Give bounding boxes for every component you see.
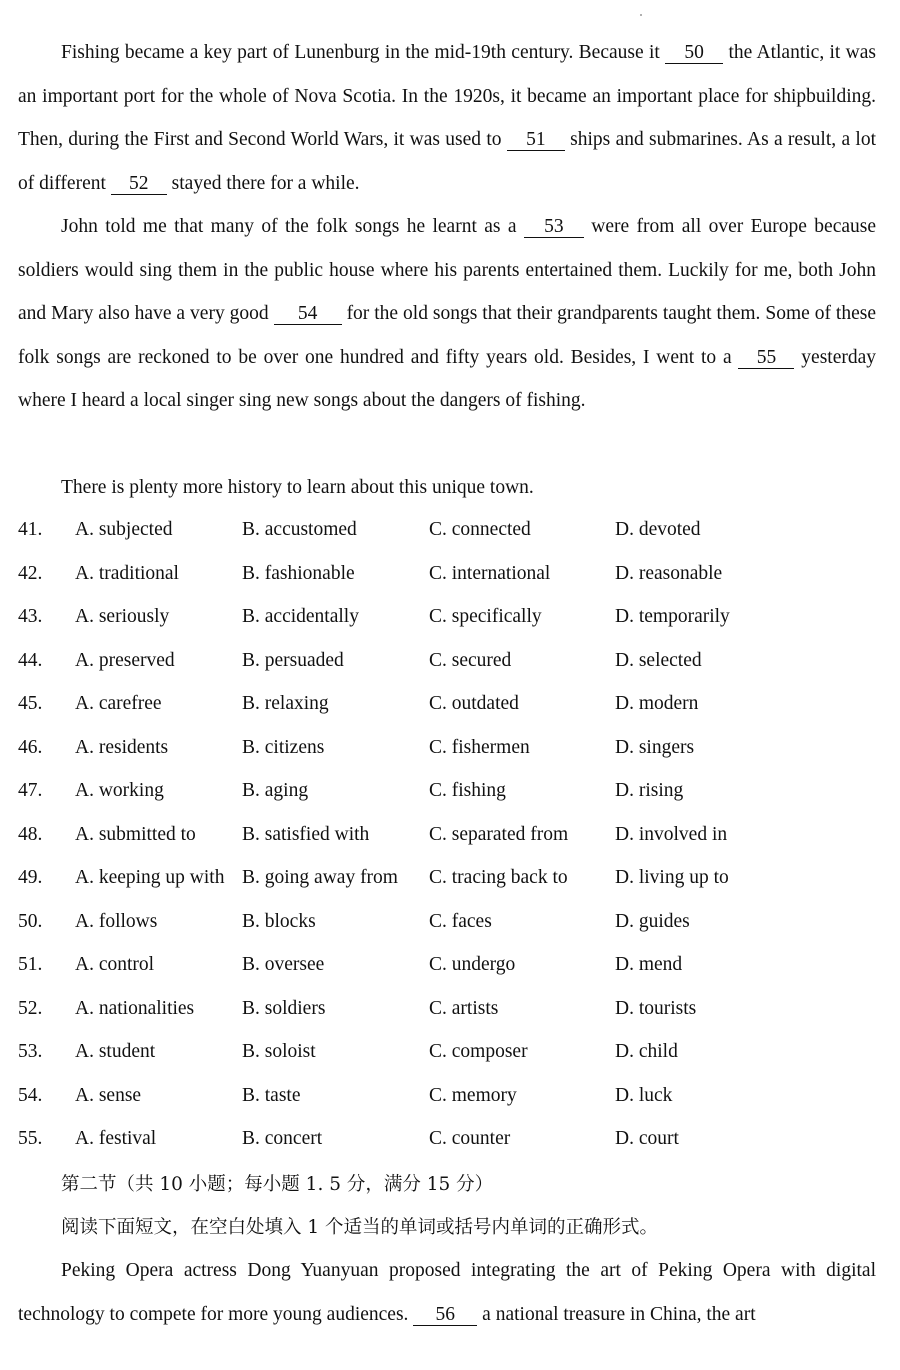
option-row: [0, 606, 900, 636]
question-number: 54.: [18, 1084, 43, 1106]
question-number: 49.: [18, 867, 43, 888]
question-number: 47.: [18, 780, 43, 801]
option-a: A. sense: [75, 1084, 142, 1106]
option-b: B. taste: [242, 1084, 301, 1106]
option-b: B. accidentally: [242, 606, 359, 627]
option-row: [0, 824, 900, 854]
option-c: C. secured: [429, 649, 512, 671]
option-a: A. student: [75, 1041, 156, 1062]
option-a: A. carefree: [75, 693, 162, 714]
blank-52: 52: [111, 174, 167, 195]
option-a: A. subjected: [75, 519, 173, 540]
paragraph-text: were from all over Europe because soldiers would sing them in the public house where his parents entertained them. Luckily for me, both John and Mary also have a very good: [18, 216, 876, 324]
option-d: D. selected: [615, 649, 702, 671]
passage-paragraph-4: [18, 1249, 876, 1336]
question-number: 48.: [18, 823, 43, 845]
option-c: C. memory: [429, 1084, 517, 1106]
option-row: [0, 867, 900, 897]
paragraph-text: Fishing became a key part of Lunenburg in the mid-19th century. Because it: [61, 42, 666, 63]
option-b: B. fashionable: [242, 562, 355, 584]
option-c: C. faces: [429, 910, 492, 932]
option-b: B. going away from: [242, 867, 398, 888]
option-a: A. preserved: [75, 649, 175, 671]
option-d: D. mend: [615, 954, 683, 975]
option-row: [0, 563, 900, 593]
option-c: C. fishing: [429, 780, 506, 801]
option-d: D. reasonable: [615, 562, 723, 584]
option-d: D. child: [615, 1041, 678, 1062]
paragraph-text: Peking Opera actress Dong Yuanyuan proposed integrating the art of Peking Opera with digital technology to compete for more young audiences.: [18, 1260, 876, 1325]
question-number: 41.: [18, 519, 43, 540]
option-d: D. tourists: [615, 997, 697, 1019]
paragraph-text: ships and submarines. As a result, a lot of different: [18, 129, 877, 194]
option-d: D. guides: [615, 910, 690, 932]
option-b: B. satisfied with: [242, 823, 370, 845]
option-c: C. fishermen: [429, 736, 530, 758]
option-a: A. traditional: [75, 562, 179, 584]
option-c: C. specifically: [429, 606, 542, 627]
option-a: A. festival: [75, 1128, 157, 1149]
option-b: B. aging: [242, 780, 309, 801]
question-number: 43.: [18, 606, 43, 627]
option-row: [0, 693, 900, 723]
blank-56: 56: [413, 1305, 477, 1326]
question-number: 55.: [18, 1128, 43, 1149]
option-c: C. separated from: [429, 823, 569, 845]
option-a: A. keeping up with: [75, 867, 225, 888]
option-b: B. citizens: [242, 736, 325, 758]
option-b: B. blocks: [242, 910, 316, 932]
section-instruction: 阅读下面短文，在空白处填入 1 个适当的单词或括号内单词的正确形式。: [61, 1217, 659, 1238]
option-c: C. artists: [429, 997, 499, 1019]
option-c: C. international: [429, 562, 551, 584]
option-b: B. relaxing: [242, 693, 329, 714]
option-b: B. concert: [242, 1128, 323, 1149]
paragraph-text: the Atlantic, it was an important port for the whole of Nova Scotia. In the 1920s, it became an important place for shipbuilding. Then, during the First and Second World Wars, it was used to: [18, 42, 876, 150]
option-row: [0, 954, 900, 984]
option-d: D. involved in: [615, 823, 728, 845]
option-a: A. follows: [75, 910, 158, 932]
paragraph-text: yesterday where I heard a local singer sing new songs about the dangers of fishing.: [18, 346, 876, 411]
paragraph-text: for the old songs that their grandparents taught them. Some of these folk songs are reckoned to be over one hundred and fifty years old. Besides, I went to a: [18, 303, 876, 368]
passage-paragraph-2: [18, 205, 876, 423]
option-row: [0, 1041, 900, 1071]
option-row: [0, 780, 900, 810]
question-number: 46.: [18, 736, 43, 758]
paragraph-text: a national treasure in China, the art: [477, 1303, 756, 1325]
option-b: B. soldiers: [242, 997, 326, 1019]
option-row: [0, 737, 900, 767]
option-c: C. undergo: [429, 954, 516, 975]
option-a: A. residents: [75, 736, 169, 758]
paragraph-text: stayed there for a while.: [166, 172, 360, 194]
section-heading: 第二节（共 10 小题；每小题 1. 5 分，满分 15 分）: [61, 1174, 494, 1195]
option-c: C. connected: [429, 519, 531, 540]
question-number: 52.: [18, 997, 43, 1019]
option-d: D. rising: [615, 780, 684, 801]
blank-54: 54: [274, 304, 342, 325]
option-d: D. singers: [615, 736, 695, 758]
option-a: A. control: [75, 954, 155, 975]
option-a: A. submitted to: [75, 823, 196, 845]
option-b: B. oversee: [242, 954, 325, 975]
passage-paragraph-3: There is plenty more history to learn about this unique town.: [61, 477, 534, 498]
option-c: C. outdated: [429, 693, 519, 714]
option-b: B. persuaded: [242, 649, 344, 671]
blank-51: 51: [507, 130, 565, 151]
option-c: C. composer: [429, 1041, 528, 1062]
passage-paragraph-1: [18, 31, 876, 205]
option-a: A. nationalities: [75, 997, 195, 1019]
option-row: [0, 1085, 900, 1115]
option-row: [0, 650, 900, 680]
option-row: [0, 998, 900, 1028]
option-c: C. counter: [429, 1128, 511, 1149]
option-b: B. soloist: [242, 1041, 316, 1062]
option-row: [0, 1128, 900, 1158]
option-a: A. seriously: [75, 606, 170, 627]
question-number: 50.: [18, 910, 43, 932]
scan-speck: [640, 14, 642, 16]
option-c: C. tracing back to: [429, 867, 568, 888]
option-d: D. temporarily: [615, 606, 730, 627]
question-number: 45.: [18, 693, 43, 714]
question-number: 51.: [18, 954, 43, 975]
option-d: D. modern: [615, 693, 699, 714]
blank-50: 50: [665, 43, 723, 64]
option-a: A. working: [75, 780, 164, 801]
question-number: 42.: [18, 562, 43, 584]
option-b: B. accustomed: [242, 519, 357, 540]
option-row: [0, 911, 900, 941]
paragraph-text: John told me that many of the folk songs he learnt as a: [61, 216, 524, 237]
option-d: D. court: [615, 1128, 679, 1149]
blank-55: 55: [738, 348, 794, 369]
question-number: 44.: [18, 649, 43, 671]
question-number: 53.: [18, 1041, 43, 1062]
option-d: D. luck: [615, 1084, 673, 1106]
option-d: D. living up to: [615, 867, 729, 888]
option-row: [0, 519, 900, 549]
option-d: D. devoted: [615, 519, 701, 540]
blank-53: 53: [524, 217, 584, 238]
